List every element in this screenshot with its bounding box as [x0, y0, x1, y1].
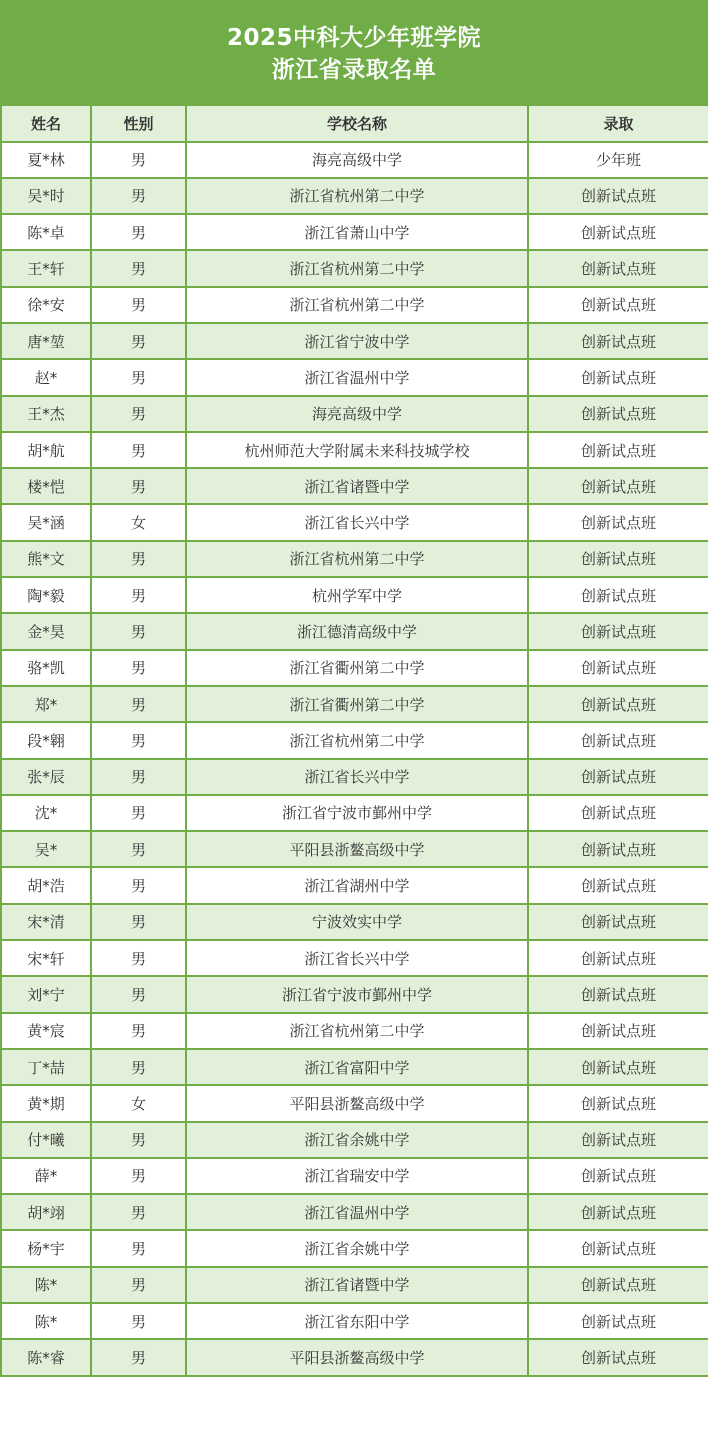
school-name-cell: 浙江省杭州第二中学 — [186, 722, 528, 758]
student-name-cell: 杨*宇 — [1, 1230, 91, 1266]
admission-table — [0, 104, 708, 1377]
student-name-cell: 郑* — [1, 686, 91, 722]
school-name-cell: 浙江省长兴中学 — [186, 504, 528, 540]
gender-cell: 男 — [91, 686, 186, 722]
admission-cell: 创新试点班 — [528, 1303, 708, 1339]
student-name-cell: 陈* — [1, 1267, 91, 1303]
gender-cell: 男 — [91, 287, 186, 323]
table-body — [1, 142, 708, 1376]
admission-cell: 创新试点班 — [528, 904, 708, 940]
student-name-cell: 夏*林 — [1, 142, 91, 178]
table-row — [1, 722, 708, 758]
gender-cell: 男 — [91, 1013, 186, 1049]
admission-cell: 创新试点班 — [528, 1267, 708, 1303]
student-name-cell: 骆*凯 — [1, 650, 91, 686]
school-name-cell: 浙江省杭州第二中学 — [186, 541, 528, 577]
school-name-cell: 浙江省诸暨中学 — [186, 468, 528, 504]
student-name-cell: 熊*文 — [1, 541, 91, 577]
table-row — [1, 1303, 708, 1339]
table-row — [1, 287, 708, 323]
gender-cell: 男 — [91, 214, 186, 250]
table-row — [1, 1267, 708, 1303]
student-name-cell: 吴* — [1, 831, 91, 867]
gender-cell: 男 — [91, 1303, 186, 1339]
admission-cell: 创新试点班 — [528, 323, 708, 359]
column-header-name: 姓名 — [1, 105, 91, 142]
student-name-cell: 楼*恺 — [1, 468, 91, 504]
column-header-school: 学校名称 — [186, 105, 528, 142]
table-row — [1, 1194, 708, 1230]
gender-cell: 男 — [91, 1267, 186, 1303]
school-name-cell: 浙江省杭州第二中学 — [186, 287, 528, 323]
school-name-cell: 浙江省余姚中学 — [186, 1230, 528, 1266]
school-name-cell: 浙江省富阳中学 — [186, 1049, 528, 1085]
table-row — [1, 323, 708, 359]
student-name-cell: 陈*睿 — [1, 1339, 91, 1375]
gender-cell: 男 — [91, 577, 186, 613]
table-row — [1, 650, 708, 686]
gender-cell: 男 — [91, 1158, 186, 1194]
gender-cell: 男 — [91, 976, 186, 1012]
admission-cell: 创新试点班 — [528, 722, 708, 758]
title-banner — [0, 0, 708, 104]
admission-cell: 创新试点班 — [528, 1194, 708, 1230]
admission-cell: 创新试点班 — [528, 831, 708, 867]
school-name-cell: 浙江省衢州第二中学 — [186, 686, 528, 722]
school-name-cell: 浙江省宁波市鄞州中学 — [186, 795, 528, 831]
school-name-cell: 浙江省宁波中学 — [186, 323, 528, 359]
student-name-cell: 胡*翊 — [1, 1194, 91, 1230]
table-row — [1, 214, 708, 250]
student-name-cell: 刘*宁 — [1, 976, 91, 1012]
admission-cell: 创新试点班 — [528, 613, 708, 649]
table-row — [1, 1339, 708, 1375]
gender-cell: 男 — [91, 1230, 186, 1266]
table-row — [1, 1013, 708, 1049]
student-name-cell: 胡*浩 — [1, 867, 91, 903]
gender-cell: 男 — [91, 432, 186, 468]
table-row — [1, 904, 708, 940]
table-row — [1, 1085, 708, 1121]
student-name-cell: 段*翱 — [1, 722, 91, 758]
student-name-cell: 陈* — [1, 1303, 91, 1339]
gender-cell: 男 — [91, 1049, 186, 1085]
admission-cell: 创新试点班 — [528, 432, 708, 468]
column-header-gender: 性别 — [91, 105, 186, 142]
school-name-cell: 平阳县浙鳌高级中学 — [186, 1339, 528, 1375]
table-row — [1, 976, 708, 1012]
student-name-cell: 陶*毅 — [1, 577, 91, 613]
gender-cell: 男 — [91, 359, 186, 395]
student-name-cell: 沈* — [1, 795, 91, 831]
admission-cell: 创新试点班 — [528, 650, 708, 686]
admission-cell: 创新试点班 — [528, 287, 708, 323]
table-row — [1, 686, 708, 722]
table-row — [1, 613, 708, 649]
gender-cell: 男 — [91, 178, 186, 214]
school-name-cell: 平阳县浙鳌高级中学 — [186, 1085, 528, 1121]
school-name-cell: 浙江省温州中学 — [186, 1194, 528, 1230]
school-name-cell: 浙江省长兴中学 — [186, 940, 528, 976]
gender-cell: 男 — [91, 759, 186, 795]
gender-cell: 男 — [91, 323, 186, 359]
gender-cell: 男 — [91, 1339, 186, 1375]
school-name-cell: 浙江德清高级中学 — [186, 613, 528, 649]
admission-cell: 创新试点班 — [528, 1230, 708, 1266]
gender-cell: 男 — [91, 250, 186, 286]
table-row — [1, 1122, 708, 1158]
table-row — [1, 142, 708, 178]
student-name-cell: 胡*航 — [1, 432, 91, 468]
table-row — [1, 1230, 708, 1266]
student-name-cell: 吴*涵 — [1, 504, 91, 540]
title-line-2: 浙江省录取名单 — [271, 57, 437, 83]
student-name-cell: 张*辰 — [1, 759, 91, 795]
table-header-row — [1, 105, 708, 142]
school-name-cell: 浙江省瑞安中学 — [186, 1158, 528, 1194]
admission-cell: 创新试点班 — [528, 1122, 708, 1158]
gender-cell: 男 — [91, 468, 186, 504]
title-line-1: 2025中科大少年班学院 — [226, 25, 481, 51]
table-row — [1, 940, 708, 976]
student-name-cell: 黄*宸 — [1, 1013, 91, 1049]
gender-cell: 男 — [91, 831, 186, 867]
admission-cell: 创新试点班 — [528, 359, 708, 395]
admission-cell: 创新试点班 — [528, 214, 708, 250]
gender-cell: 男 — [91, 541, 186, 577]
student-name-cell: 赵* — [1, 359, 91, 395]
gender-cell: 男 — [91, 613, 186, 649]
table-row — [1, 432, 708, 468]
student-name-cell: 宋*轩 — [1, 940, 91, 976]
student-name-cell: 宋*清 — [1, 904, 91, 940]
table-row — [1, 1049, 708, 1085]
school-name-cell: 海亮高级中学 — [186, 396, 528, 432]
admission-cell: 创新试点班 — [528, 577, 708, 613]
school-name-cell: 浙江省杭州第二中学 — [186, 250, 528, 286]
school-name-cell: 浙江省湖州中学 — [186, 867, 528, 903]
student-name-cell: 付*曦 — [1, 1122, 91, 1158]
student-name-cell: 陈*卓 — [1, 214, 91, 250]
school-name-cell: 浙江省衢州第二中学 — [186, 650, 528, 686]
gender-cell: 女 — [91, 1085, 186, 1121]
table-row — [1, 250, 708, 286]
admission-cell: 创新试点班 — [528, 250, 708, 286]
school-name-cell: 浙江省杭州第二中学 — [186, 178, 528, 214]
table-row — [1, 831, 708, 867]
gender-cell: 女 — [91, 504, 186, 540]
admission-cell: 创新试点班 — [528, 795, 708, 831]
admission-cell: 创新试点班 — [528, 940, 708, 976]
table-row — [1, 795, 708, 831]
table-row — [1, 577, 708, 613]
school-name-cell: 杭州学军中学 — [186, 577, 528, 613]
table-row — [1, 541, 708, 577]
admission-cell: 创新试点班 — [528, 504, 708, 540]
admission-cell: 创新试点班 — [528, 468, 708, 504]
gender-cell: 男 — [91, 722, 186, 758]
school-name-cell: 浙江省萧山中学 — [186, 214, 528, 250]
gender-cell: 男 — [91, 904, 186, 940]
admission-cell: 创新试点班 — [528, 1085, 708, 1121]
school-name-cell: 平阳县浙鳌高级中学 — [186, 831, 528, 867]
student-name-cell: 王*轩 — [1, 250, 91, 286]
school-name-cell: 浙江省余姚中学 — [186, 1122, 528, 1158]
admission-cell: 创新试点班 — [528, 867, 708, 903]
admission-cell: 创新试点班 — [528, 178, 708, 214]
school-name-cell: 浙江省温州中学 — [186, 359, 528, 395]
table-row — [1, 1158, 708, 1194]
school-name-cell: 杭州师范大学附属未来科技城学校 — [186, 432, 528, 468]
gender-cell: 男 — [91, 867, 186, 903]
student-name-cell: 吴*时 — [1, 178, 91, 214]
school-name-cell: 宁波效实中学 — [186, 904, 528, 940]
column-header-admission: 录取 — [528, 105, 708, 142]
gender-cell: 男 — [91, 795, 186, 831]
admission-cell: 创新试点班 — [528, 976, 708, 1012]
school-name-cell: 浙江省杭州第二中学 — [186, 1013, 528, 1049]
gender-cell: 男 — [91, 650, 186, 686]
table-row — [1, 759, 708, 795]
admission-cell: 创新试点班 — [528, 1013, 708, 1049]
gender-cell: 男 — [91, 940, 186, 976]
admission-cell: 创新试点班 — [528, 759, 708, 795]
table-row — [1, 396, 708, 432]
admission-cell: 创新试点班 — [528, 1049, 708, 1085]
student-name-cell: 徐*安 — [1, 287, 91, 323]
admission-cell: 创新试点班 — [528, 1339, 708, 1375]
admission-cell: 创新试点班 — [528, 541, 708, 577]
admission-cell: 创新试点班 — [528, 686, 708, 722]
school-name-cell: 海亮高级中学 — [186, 142, 528, 178]
school-name-cell: 浙江省东阳中学 — [186, 1303, 528, 1339]
student-name-cell: 唐*堃 — [1, 323, 91, 359]
table-row — [1, 178, 708, 214]
gender-cell: 男 — [91, 142, 186, 178]
student-name-cell: 王*杰 — [1, 396, 91, 432]
gender-cell: 男 — [91, 396, 186, 432]
table-row — [1, 359, 708, 395]
admission-cell: 少年班 — [528, 142, 708, 178]
student-name-cell: 金*昊 — [1, 613, 91, 649]
gender-cell: 男 — [91, 1194, 186, 1230]
school-name-cell: 浙江省长兴中学 — [186, 759, 528, 795]
school-name-cell: 浙江省诸暨中学 — [186, 1267, 528, 1303]
admission-cell: 创新试点班 — [528, 396, 708, 432]
admission-cell: 创新试点班 — [528, 1158, 708, 1194]
school-name-cell: 浙江省宁波市鄞州中学 — [186, 976, 528, 1012]
gender-cell: 男 — [91, 1122, 186, 1158]
table-row — [1, 468, 708, 504]
table-row — [1, 867, 708, 903]
student-name-cell: 丁*喆 — [1, 1049, 91, 1085]
student-name-cell: 薛* — [1, 1158, 91, 1194]
student-name-cell: 黄*期 — [1, 1085, 91, 1121]
table-row — [1, 504, 708, 540]
